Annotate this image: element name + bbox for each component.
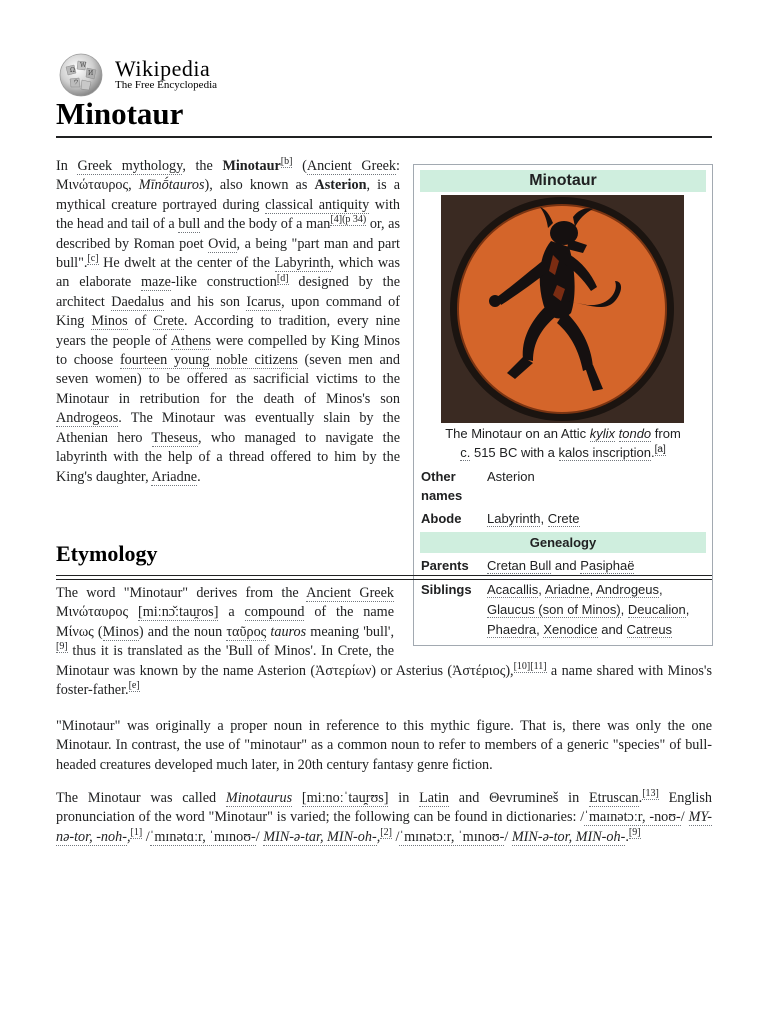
text: The Minotaur was called: [56, 790, 226, 806]
text: with the head and tail of a: [56, 196, 401, 233]
link-androgeos[interactable]: Androgeos: [56, 410, 119, 427]
text: In: [56, 158, 78, 174]
text: /: [504, 828, 512, 845]
text: , which was an elaborate: [56, 255, 400, 291]
text: (: [292, 158, 307, 174]
ipa-greek[interactable]: [miːnɔ̌ːtau̯ros]: [138, 604, 219, 621]
svg-text:W: W: [80, 62, 87, 69]
svg-text:Ω: Ω: [70, 67, 75, 74]
section-heading-etymology: Etymology: [56, 541, 158, 566]
respelling-3[interactable]: MIN-ə-tor, MIN-oh-: [511, 828, 626, 845]
link-theseus[interactable]: Theseus: [151, 429, 199, 446]
italic-tauros: tauros: [270, 623, 307, 640]
section-divider: [56, 579, 712, 580]
svg-text:И: И: [88, 70, 94, 77]
link-sibling[interactable]: Glaucus (son of Minos): [487, 602, 621, 617]
sibling-sep: ,: [536, 622, 544, 637]
text: /: [142, 828, 150, 845]
text: . The Minotaur was eventually slain by the Athenian hero: [56, 410, 400, 446]
text: : Μινώταυρος,: [56, 158, 400, 194]
link-athens[interactable]: Athens: [170, 332, 212, 349]
text: designed by the architect: [56, 274, 400, 310]
link-latin[interactable]: Latin: [419, 790, 450, 806]
ref-13[interactable]: [13]: [642, 788, 659, 800]
bold-minotaur: Minotaur: [222, 158, 281, 174]
text: and the body of a man: [200, 216, 331, 233]
ref-9[interactable]: [9]: [628, 827, 641, 839]
link-cretan-bull[interactable]: Cretan Bull: [487, 558, 552, 573]
text: .: [625, 828, 629, 845]
text: . According to tradition, every nine years the people of: [56, 313, 401, 349]
wikipedia-globe-icon[interactable]: [56, 53, 106, 97]
site-header: [56, 53, 356, 97]
link-minotaurus[interactable]: Minotaurus: [225, 790, 293, 806]
sibling-sep: ,: [589, 582, 597, 597]
text: ,: [376, 828, 381, 845]
ref-1[interactable]: [1]: [130, 827, 143, 839]
link-minos[interactable]: Minos: [91, 313, 128, 330]
link-kylix[interactable]: kylix: [589, 426, 615, 441]
text: a name shared with Minos's foster-father.: [56, 662, 712, 699]
ref-10-11[interactable]: [10][11]: [513, 660, 547, 672]
minotaur-kylix-image[interactable]: [441, 195, 684, 423]
text: , upon command of King: [56, 293, 400, 330]
ref-d[interactable]: [d]: [276, 272, 289, 284]
text: ,: [126, 828, 131, 845]
parents-value: [487, 556, 709, 576]
italic-minotauros: Mīnṓtauros: [138, 177, 205, 194]
text: ), also known as: [204, 177, 315, 194]
text: , a being "part man and part bull".: [56, 235, 400, 272]
etymology-paragraph-2: "Minotaur" was originally a proper noun in reference to this mythic figure. That is, there was only the one Minotaur. In contrast, the use of "minotaur" as a common noun to refer to members of a generic "species" of bull-headed creatures developed much later, in 20th century fantasy genre fiction.: [56, 718, 712, 773]
ref-a[interactable]: [a]: [654, 443, 666, 455]
text: or, as described by Roman poet: [56, 216, 400, 252]
text: Μινώταυρος: [56, 604, 139, 621]
text: [292, 790, 302, 806]
link-sibling[interactable]: Ariadne: [544, 582, 590, 597]
sibling-sep: ,: [620, 602, 628, 617]
site-tagline: The Free Encyclopedia: [115, 79, 218, 91]
abode-label: Abode: [421, 511, 462, 526]
text: /: [255, 828, 264, 845]
sibling-sep: and: [597, 622, 627, 637]
text: The word "Minotaur" derives from the: [56, 585, 307, 601]
text: thus it is translated as the 'Bull of Minos'. In Crete, the Minotaur was known by the name Asterion (Ἀστερίων) or Asterius (Ἀστέριος),: [56, 643, 514, 679]
sibling-sep: ,: [685, 602, 690, 617]
link-sibling[interactable]: Catreus: [626, 622, 673, 637]
text: English pronunciation of the word "Minotaur" is varied; the following can be found in dictionaries: /: [56, 790, 712, 826]
text: meaning 'bull',: [306, 623, 395, 640]
site-wordmark[interactable]: Wikipedia: [115, 56, 211, 81]
link-ovid[interactable]: Ovid: [208, 235, 237, 252]
infobox: [413, 164, 713, 646]
link-pasiphae[interactable]: Pasiphaë: [580, 558, 635, 573]
link-classical-antiquity[interactable]: classical antiquity: [265, 196, 370, 213]
abode-sep: ,: [540, 511, 548, 526]
text: of the name Μίνως (: [56, 604, 395, 640]
caption-text: from: [651, 426, 681, 441]
page-title: Minotaur: [56, 96, 184, 131]
infobox-spacer: [394, 584, 712, 644]
ipa-pron-1[interactable]: ˈmaɪnətɔːr, -noʊ-: [584, 809, 681, 826]
link-crete[interactable]: Crete: [547, 511, 580, 526]
svg-text:ウ: ウ: [73, 79, 80, 86]
text: a: [218, 604, 245, 621]
ref-b[interactable]: [b]: [280, 156, 293, 168]
sibling-sep: ,: [659, 582, 663, 597]
abode-value: [487, 509, 709, 529]
text: were compelled by King Minos to choose: [56, 332, 400, 369]
ref-c[interactable]: [c]: [87, 253, 99, 265]
text: , the: [182, 158, 223, 174]
respelling-2[interactable]: MIN-ə-tar, MIN-oh-: [263, 828, 377, 845]
infobox-genealogy-header: Genealogy: [420, 532, 706, 553]
link-labyrinth[interactable]: Labyrinth: [487, 511, 541, 526]
intro-paragraph: [56, 157, 400, 487]
link-sibling[interactable]: Acacallis: [487, 582, 539, 597]
link-greek-mythology[interactable]: Greek mythology: [77, 158, 183, 174]
sibling-sep: ,: [538, 582, 545, 597]
link-ancient-greek[interactable]: Ancient Greek: [306, 158, 397, 174]
parents-label: Parents: [421, 558, 469, 573]
ipa-pron-2[interactable]: ˈmɪnətɑːr, ˈmɪnoʊ-: [149, 828, 256, 845]
text: He dwelt at the center of the: [98, 255, 275, 272]
link-circa[interactable]: c.: [460, 445, 471, 460]
text: and Θevrumineš in: [449, 790, 589, 806]
link-compound[interactable]: compound: [244, 604, 305, 621]
link-fourteen-young-noble-citizens[interactable]: fourteen young noble citizens: [119, 352, 298, 369]
parents-sep: and: [551, 558, 581, 573]
ref-4[interactable]: [4](p 34): [330, 214, 367, 226]
etymology-paragraph-3: [56, 789, 712, 847]
link-ariadne[interactable]: Ariadne: [151, 468, 198, 485]
etymology-paragraph-1: [56, 584, 712, 700]
link-bull[interactable]: bull: [178, 216, 201, 233]
link-labyrinth[interactable]: Labyrinth: [274, 255, 331, 272]
text: /: [391, 828, 400, 845]
text: .: [197, 468, 201, 485]
link-maze[interactable]: maze: [141, 274, 171, 291]
text: , is a mythical creature portrayed during: [56, 177, 400, 213]
infobox-caption: [424, 424, 702, 462]
link-sibling[interactable]: Deucalion: [627, 602, 686, 617]
link-icarus[interactable]: Icarus: [246, 293, 282, 310]
link-minos[interactable]: Minos: [102, 623, 139, 640]
link-etruscan[interactable]: Etruscan: [589, 790, 639, 806]
ipa-latin[interactable]: [miːnoːˈtau̯rʊs]: [301, 790, 389, 806]
link-tauros[interactable]: ταῦρος: [226, 623, 267, 640]
ipa-pron-3[interactable]: ˈmɪnətɔːr, ˈmɪnoʊ-: [399, 828, 505, 845]
text: .: [638, 790, 643, 806]
link-kalos-inscription[interactable]: kalos inscription: [558, 445, 652, 460]
ref-e[interactable]: [e]: [128, 680, 140, 692]
ref-9[interactable]: [9]: [56, 641, 68, 653]
link-crete[interactable]: Crete: [153, 313, 185, 330]
text: ) and the noun: [138, 623, 227, 640]
text: -like construction: [170, 274, 277, 291]
text: /: [680, 809, 689, 826]
link-daedalus[interactable]: Daedalus: [111, 293, 165, 310]
text: , who managed to navigate the labyrinth with the help of a thread offered to him by the King's daughter,: [56, 429, 400, 485]
title-divider: [56, 136, 712, 138]
other-names-label: Other names: [421, 469, 463, 503]
text: of: [127, 313, 154, 330]
text: in: [388, 790, 420, 806]
caption-text: 515 BC with a: [470, 445, 559, 460]
respelling-1[interactable]: MY-nə-tor, -noh-: [56, 809, 712, 845]
link-sibling[interactable]: Xenodice: [543, 622, 598, 637]
link-sibling[interactable]: Phaedra: [487, 622, 537, 637]
section-divider: [56, 575, 712, 576]
text: (seven men and seven women) to be offered as sacrificial victims to the Minotaur in retribution for the death of Minos's son: [56, 352, 400, 407]
link-ancient-greek[interactable]: Ancient Greek: [306, 585, 394, 601]
infobox-title: Minotaur: [420, 170, 706, 192]
link-sibling[interactable]: Androgeus: [596, 582, 660, 597]
caption-text: .: [651, 445, 655, 460]
bold-asterion: Asterion: [314, 177, 367, 194]
text: and his son: [164, 293, 247, 310]
ref-2[interactable]: [2]: [380, 827, 392, 839]
link-tondo[interactable]: tondo: [618, 426, 652, 441]
siblings-label: Siblings: [421, 582, 472, 597]
other-names-value: Asterion: [487, 469, 535, 484]
caption-text: The Minotaur on an Attic: [445, 426, 590, 441]
